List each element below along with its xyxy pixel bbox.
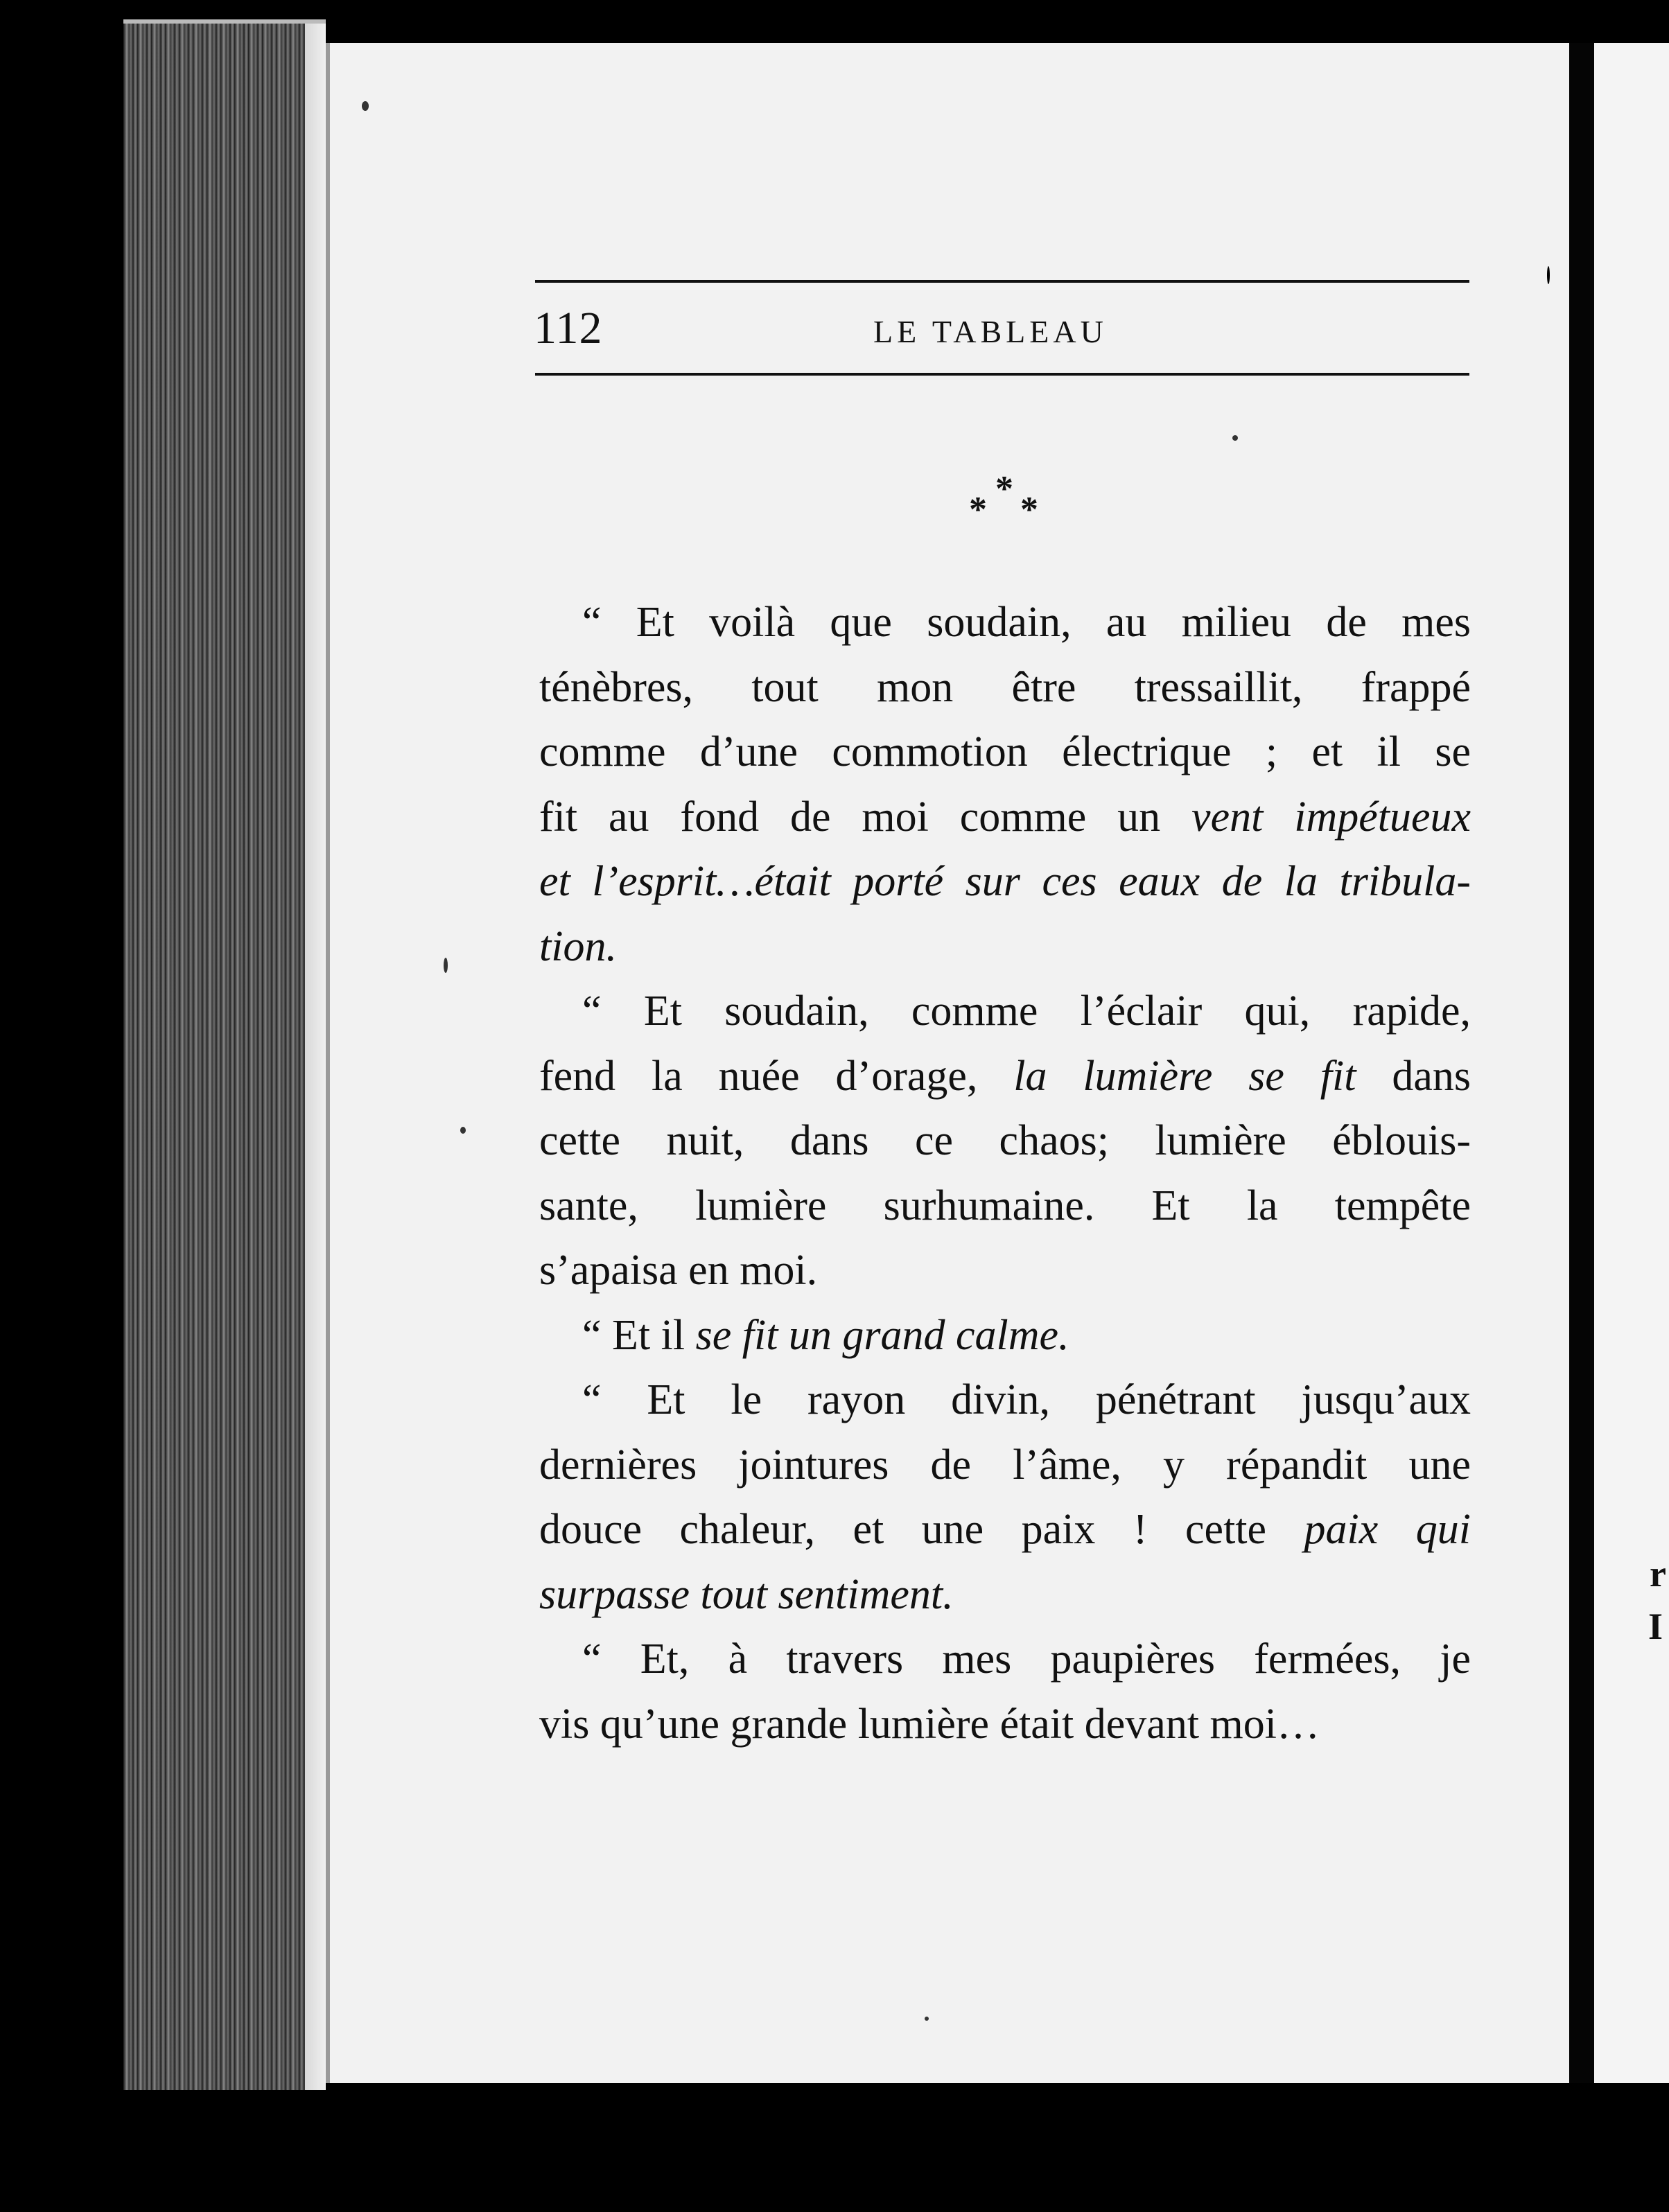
text-line	[539, 979, 1471, 1044]
text-line	[539, 785, 1471, 850]
text-line	[539, 1692, 1471, 1757]
facing-page-fragment: r	[1650, 1553, 1666, 1595]
text-line	[539, 1109, 1471, 1174]
text-run: “ Et voilà que soudain, au milieu de mes	[582, 599, 1471, 646]
page-number: 112	[534, 303, 603, 353]
paragraph	[539, 1627, 1471, 1757]
text-line	[539, 1498, 1471, 1563]
facing-page-fragment: I	[1648, 1606, 1663, 1647]
paragraph	[539, 1368, 1471, 1627]
italic-text-run: et l’esprit…était porté sur ces eaux de la tribula-	[539, 858, 1471, 905]
text-run: s’apaisa en moi.	[539, 1247, 818, 1294]
italic-text-run: la lumière se fit	[1013, 1052, 1356, 1100]
book-gutter	[1569, 43, 1594, 2083]
text-line	[539, 1304, 1471, 1369]
italic-text-run: paix qui	[1304, 1506, 1471, 1553]
text-run: comme d’une commotion électrique ; et il se	[539, 728, 1471, 775]
header-rule-bottom	[535, 373, 1469, 376]
text-run: vis qu’une grande lumière était devant moi…	[539, 1700, 1320, 1748]
text-line	[539, 720, 1471, 785]
text-line	[539, 1174, 1471, 1239]
text-line	[539, 915, 1471, 980]
text-run: douce chaleur, et une paix ! cette	[539, 1506, 1304, 1553]
text-run: “ Et le rayon divin, pénétrant jusqu’aux	[582, 1376, 1471, 1423]
paragraph	[539, 590, 1471, 979]
running-title: LE TABLEAU	[873, 314, 1108, 349]
text-line	[539, 1044, 1471, 1109]
text-run: ténèbres, tout mon être tressaillit, frappé	[539, 663, 1471, 711]
text-line	[539, 1433, 1471, 1498]
scan-speck	[925, 2017, 929, 2021]
italic-text-run: se fit un grand calme.	[695, 1311, 1069, 1359]
text-run: “ Et, à travers mes paupières fermées, je	[582, 1635, 1471, 1683]
text-line	[539, 1368, 1471, 1433]
italic-text-run: vent impétueux	[1191, 793, 1471, 841]
italic-text-run: surpasse tout sentiment.	[539, 1570, 954, 1618]
text-run: fend la nuée d’orage,	[539, 1052, 1014, 1100]
text-line	[539, 656, 1471, 721]
text-run: dans	[1356, 1052, 1471, 1100]
scan-speck	[1547, 266, 1550, 284]
book-page-edges	[123, 19, 326, 2090]
text-line	[539, 590, 1471, 656]
scan-speck	[460, 1127, 466, 1134]
italic-text-run: tion.	[539, 922, 617, 970]
paragraph	[539, 979, 1471, 1304]
scan-speck	[444, 958, 448, 973]
text-line	[539, 850, 1471, 915]
text-line	[539, 1627, 1471, 1692]
text-run: dernières jointures de l’âme, y répandit une	[539, 1441, 1471, 1489]
text-run: sante, lumière surhumaine. Et la tempête	[539, 1182, 1471, 1229]
scan-speck	[362, 101, 369, 111]
text-run: “ Et soudain, comme l’éclair qui, rapide,	[582, 988, 1471, 1035]
facing-page	[1594, 43, 1669, 2083]
text-run: fit au fond de moi comme un	[539, 793, 1192, 841]
scan-speck	[1232, 435, 1238, 441]
header-rule-top	[535, 280, 1469, 283]
asterism-ornament: * * *	[969, 469, 1038, 529]
text-line	[539, 1238, 1471, 1304]
text-run: cette nuit, dans ce chaos; lumière éblouis-	[539, 1117, 1471, 1164]
paragraph	[539, 1304, 1471, 1369]
page-body-text	[539, 590, 1471, 1757]
text-run: “ Et il	[582, 1311, 696, 1359]
text-line	[539, 1563, 1471, 1628]
